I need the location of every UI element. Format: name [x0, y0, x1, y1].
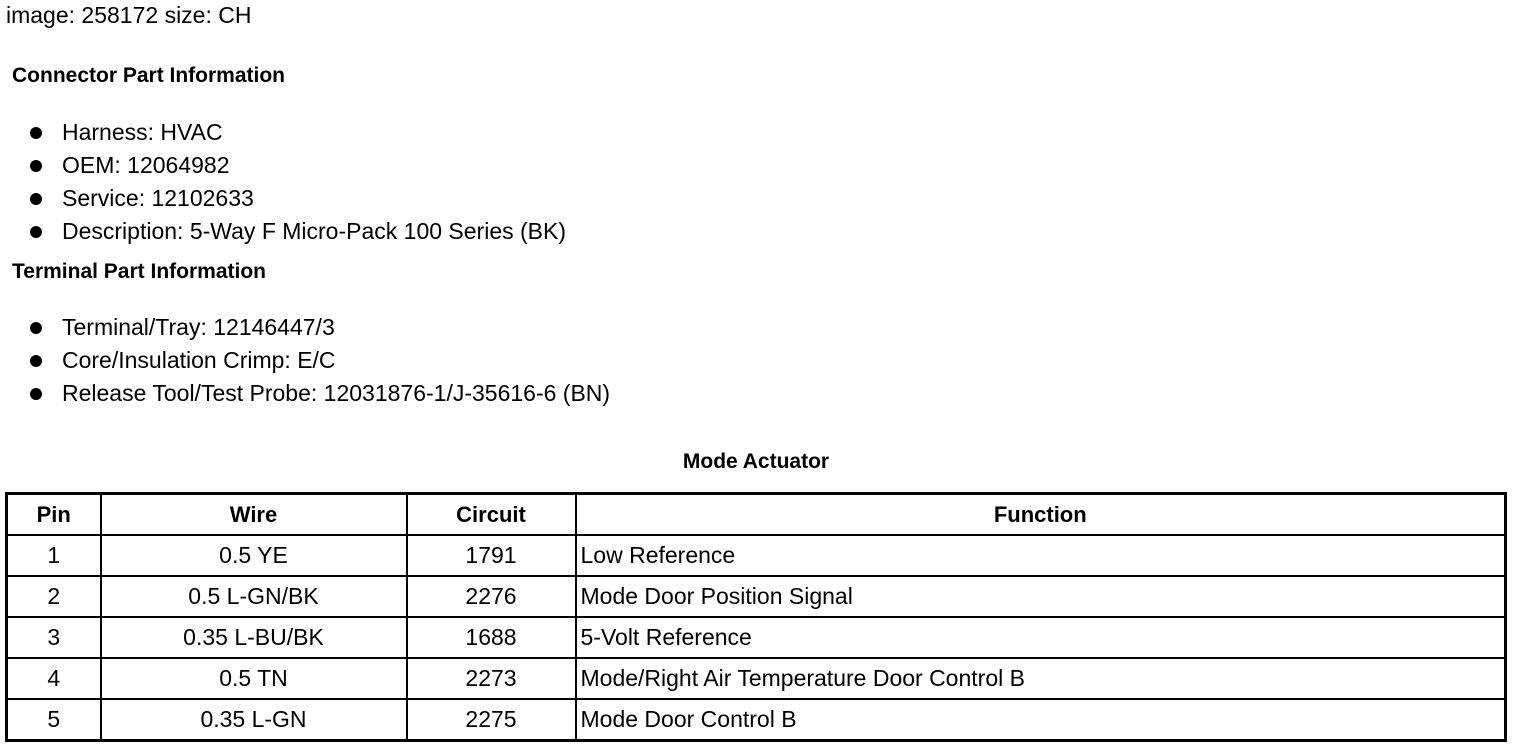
list-item-text: Description: 5-Way F Micro-Pack 100 Series (BK)	[62, 218, 567, 244]
list-item	[28, 344, 610, 377]
table-caption: Mode Actuator	[682, 450, 830, 473]
function-cell: Mode Door Position Signal	[576, 576, 1506, 617]
circuit-cell: 2276	[407, 576, 576, 617]
wire-cell: 0.35 L-BU/BK	[101, 617, 407, 658]
list-item	[28, 215, 566, 248]
wire-cell: 0.5 L-GN/BK	[101, 576, 407, 617]
bullet-icon	[30, 160, 42, 172]
table-row	[7, 576, 1506, 617]
list-item-text: Service: 12102633	[62, 185, 254, 211]
pin-cell: 1	[7, 535, 101, 576]
bullet-icon	[30, 388, 42, 400]
bullet-icon	[30, 322, 42, 334]
pin-cell: 5	[7, 699, 101, 741]
list-item-text: Terminal/Tray: 12146447/3	[62, 314, 335, 340]
table-row	[7, 617, 1506, 658]
terminal-section-title: Terminal Part Information	[12, 260, 266, 283]
bullet-icon	[30, 355, 42, 367]
image-header-text: image: 258172 size: CH	[6, 2, 252, 28]
function-cell: Mode Door Control B	[576, 699, 1506, 741]
column-header-circuit: Circuit	[407, 494, 576, 536]
column-header-function: Function	[576, 494, 1506, 536]
circuit-cell: 1791	[407, 535, 576, 576]
column-header-wire: Wire	[101, 494, 407, 536]
list-item-text: Core/Insulation Crimp: E/C	[62, 347, 336, 373]
function-cell: 5-Volt Reference	[576, 617, 1506, 658]
pin-cell: 3	[7, 617, 101, 658]
bullet-icon	[30, 127, 42, 139]
bullet-icon	[30, 193, 42, 205]
circuit-cell: 1688	[407, 617, 576, 658]
pin-cell: 2	[7, 576, 101, 617]
function-cell: Mode/Right Air Temperature Door Control B	[576, 658, 1506, 699]
wire-cell: 0.5 YE	[101, 535, 407, 576]
list-item-text: OEM: 12064982	[62, 152, 230, 178]
function-cell: Low Reference	[576, 535, 1506, 576]
list-item	[28, 149, 566, 182]
table-row	[7, 699, 1506, 741]
list-item	[28, 182, 566, 215]
list-item-text: Harness: HVAC	[62, 119, 223, 145]
list-item-text: Release Tool/Test Probe: 12031876-1/J-35616-6 (BN)	[62, 380, 611, 406]
table-row	[7, 658, 1506, 699]
table-row	[7, 535, 1506, 576]
list-item	[28, 116, 566, 149]
wire-cell: 0.35 L-GN	[101, 699, 407, 741]
connector-section-title: Connector Part Information	[12, 64, 286, 87]
column-header-pin: Pin	[7, 494, 101, 536]
list-item	[28, 311, 610, 344]
circuit-cell: 2273	[407, 658, 576, 699]
table-header-row	[7, 494, 1506, 536]
pin-cell: 4	[7, 658, 101, 699]
pin-table	[5, 492, 1507, 742]
wire-cell: 0.5 TN	[101, 658, 407, 699]
circuit-cell: 2275	[407, 699, 576, 741]
terminal-info-list	[28, 311, 610, 410]
bullet-icon	[30, 226, 42, 238]
list-item	[28, 377, 610, 410]
connector-info-list	[28, 116, 566, 248]
